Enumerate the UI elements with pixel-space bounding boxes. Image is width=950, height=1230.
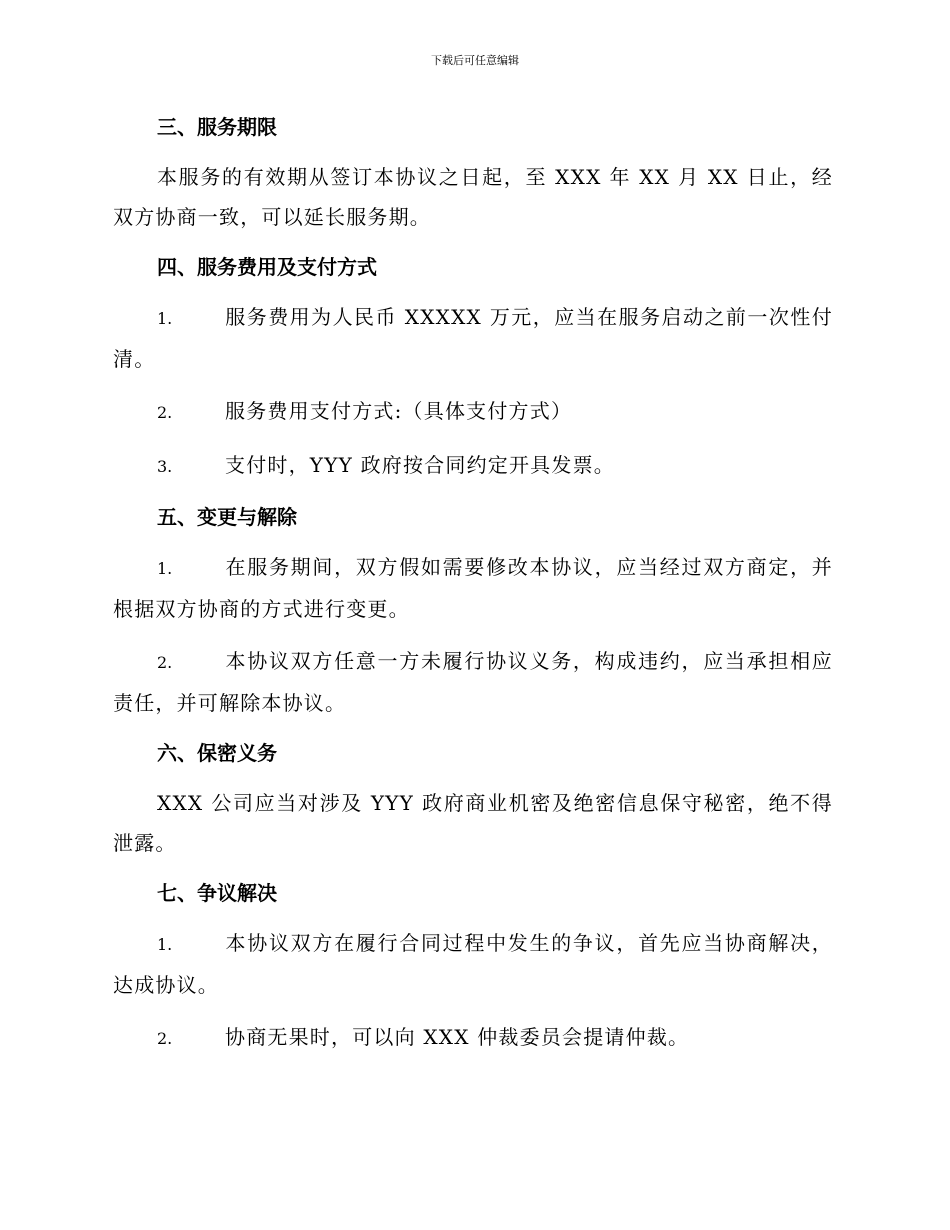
item-number: 2. [157,1029,173,1048]
paragraph-service-term: 本服务的有效期从签订本协议之日起，至 XXX 年 XX 月 XX 日止，经双方协商一致，可以延长服务期。 [113,165,833,229]
item-text: 支付时，YYY 政府按合同约定开具发票。 [225,453,615,477]
item-text: 服务费用支付方式:（具体支付方式） [225,399,573,423]
list-item [113,923,833,1005]
list-item [113,1017,833,1059]
page-header: 下载后可任意编辑 [431,54,519,67]
item-number: 1. [157,309,173,328]
section-heading-confidentiality: 六、保密义务 [157,741,277,765]
section-heading-dispute-resolution: 七、争议解决 [157,881,277,905]
list-item [113,297,833,379]
item-number: 2. [157,653,173,672]
list-item [113,391,833,433]
item-text: 服务费用为人民币 XXXXX 万元，应当在服务启动之前一次性付清。 [113,305,833,371]
item-number: 2. [157,403,173,422]
section-heading-fees-payment: 四、服务费用及支付方式 [157,255,377,279]
item-text: 本协议双方任意一方未履行协议义务，构成违约，应当承担相应责任，并可解除本协议。 [113,649,833,715]
item-text: 本协议双方在履行合同过程中发生的争议，首先应当协商解决，达成协议。 [113,931,833,997]
list-item [113,547,833,629]
document-body [113,109,833,1071]
item-number: 1. [157,559,173,578]
item-number: 1. [157,935,173,954]
section-heading-service-term: 三、服务期限 [157,115,277,139]
list-item [113,641,833,723]
item-text: 协商无果时，可以向 XXX 仲裁委员会提请仲裁。 [225,1025,690,1049]
list-item [113,445,833,487]
item-number: 3. [157,457,173,476]
paragraph-confidentiality: XXX 公司应当对涉及 YYY 政府商业机密及绝密信息保守秘密，绝不得泄露。 [113,791,833,855]
section-heading-change-termination: 五、变更与解除 [157,505,297,529]
item-text: 在服务期间，双方假如需要修改本协议，应当经过双方商定，并根据双方协商的方式进行变更。 [113,555,833,621]
